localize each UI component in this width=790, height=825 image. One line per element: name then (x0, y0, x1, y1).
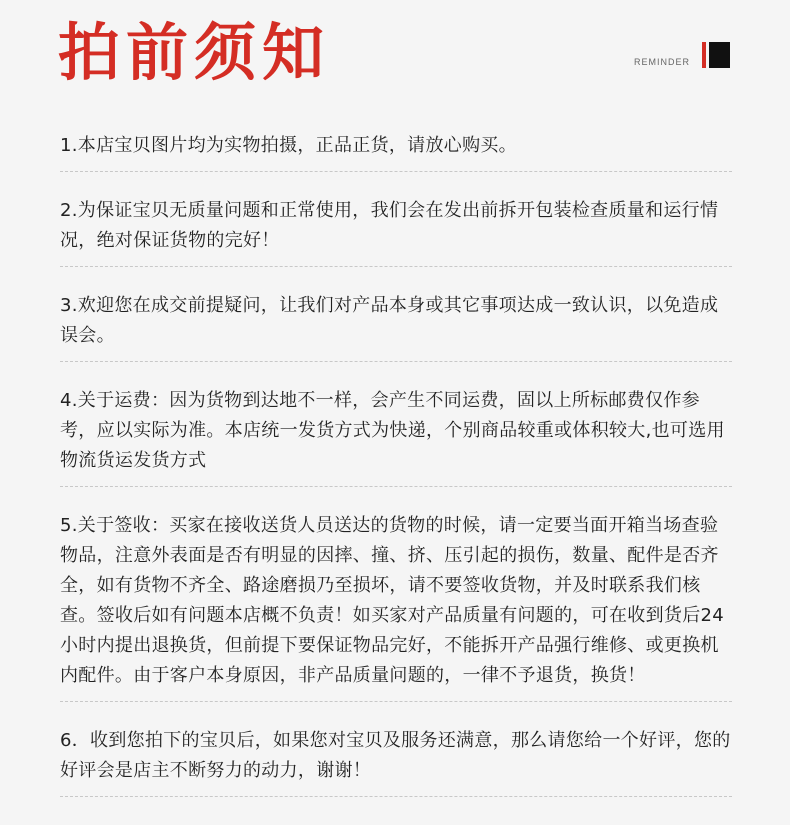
reminder-label: REMINDER (634, 57, 691, 67)
notice-item-1: 1.本店宝贝图片均为实物拍摄，正品正货，请放心购买。 (60, 128, 732, 172)
notice-item-5: 5.关于签收：买家在接收送货人员送达的货物的时候，请一定要当面开箱当场查验物品，注意外表面是否有明显的因摔、撞、挤、压引起的损伤，数量、配件是否齐全，如有货物不齐全、路途磨损乃至损坏，请不要签收货物，并及时联系我们核查。签收后如有问题本店概不负责！如买家对产品质量有问题的，可在收到货后24小时内提出退换货，但前提下要保证物品完好，不能拆开产品强行维修、或更换机内配件。由于客户本身原因，非产品质量问题的，一律不予退货，换货！ (60, 508, 732, 702)
notice-item-3: 3.欢迎您在成交前提疑问，让我们对产品本身或其它事项达成一致认识，以免造成误会。 (60, 288, 732, 362)
black-accent-block (709, 42, 730, 68)
notice-item-6: 6．收到您拍下的宝贝后，如果您对宝贝及服务还满意，那么请您给一个好评，您的好评会是店主不断努力的动力，谢谢！ (60, 723, 732, 797)
notice-item-4: 4.关于运费：因为货物到达地不一样，会产生不同运费，固以上所标邮费仅作参考，应以实际为准。本店统一发货方式为快递，个别商品较重或体积较大,也可选用物流货运发货方式 (60, 383, 732, 487)
notice-list (60, 128, 732, 818)
page-title: 拍前须知 (58, 16, 331, 89)
notice-item-2: 2.为保证宝贝无质量问题和正常使用，我们会在发出前拆开包装检查质量和运行情况，绝对保证货物的完好！ (60, 193, 732, 267)
red-accent-bar (702, 42, 706, 68)
